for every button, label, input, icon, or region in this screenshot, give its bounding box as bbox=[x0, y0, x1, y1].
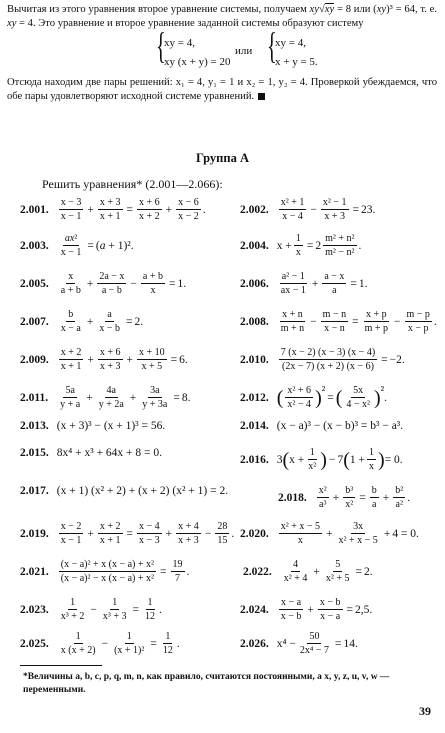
problem-2-021: 2.021. $\frac{\text{(x − a)² + x (x − a) + x²}}{\text{(x − a)² − x (x − a) + x²}}$ = $\frac{19}{7}$ . bbox=[20, 559, 190, 584]
problem-2-011: 2.011. $\frac{5a}{y + a}$ + $\frac{4a}{y + 2a}$ + $\frac{3a}{y + 3a}$ = 8. bbox=[20, 385, 191, 410]
group-title: Группа А bbox=[195, 151, 249, 165]
page-number: 39 bbox=[419, 704, 431, 718]
footnote-divider bbox=[20, 665, 102, 666]
problem-2-005: 2.005. $\frac{x}{a + b}$ + $\frac{2a - x}{a - b}$ − $\frac{a + b}{x}$ = 1. bbox=[20, 271, 187, 296]
problem-2-014: 2.014. (x − a)³ − (x − b)³ = b³ − a³. bbox=[240, 420, 404, 432]
problem-2-017: 2.017. (x + 1) (x² + 2) + (x + 2) (x² + 1) = 2. bbox=[20, 485, 229, 497]
problem-2-015: 2.015. 8x⁴ + x³ + 64x + 8 = 0. bbox=[20, 447, 163, 459]
problem-2-019: 2.019. $\frac{x - 2}{x - 1}$ + $\frac{x + 2}{x + 1}$ = $\frac{x - 4}{x - 3}$ + $\frac{x + 4}{x + 3}$ − $\frac{28}{15}$ . bbox=[20, 521, 235, 546]
problem-2-003: 2.003. $\frac{\text{ax²}}{x - 1}$ = (a + 1)². bbox=[20, 233, 134, 258]
problem-2-023: 2.023. $\frac{1}{\text{x³ + 2}}$ − $\frac{1}{\text{x³ + 3}}$ = $\frac{1}{12}$ . bbox=[20, 597, 162, 622]
problem-2-001: 2.001. $\frac{x - 3}{x - 1}$ + $\frac{x + 3}{x + 1}$ = $\frac{x + 6}{x + 2}$ + $\frac{x - 6}{x - 2}$ . bbox=[20, 197, 206, 222]
system-block bbox=[7, 32, 437, 76]
problem-2-012: 2.012. ( $\frac{\text{x² + 6}}{\text{x² − 4}}$ ) ² = ( $\frac{5x}{\text{4 − x²}}$ ) ² . bbox=[240, 385, 387, 410]
problem-2-007: 2.007. $\frac{b}{x - a}$ + $\frac{a}{x - b}$ = 2. bbox=[20, 309, 144, 334]
problem-2-013: 2.013. (x + 3)³ − (x + 1)³ = 56. bbox=[20, 420, 166, 432]
problem-2-026: 2.026. x⁴ − $\frac{50}{\text{2x⁴ − 7}}$ = 14. bbox=[240, 631, 358, 656]
problem-2-018: 2.018. $\frac{\text{x²}}{\text{a³}}$ + $\frac{\text{b³}}{\text{x²}}$ = $\frac{b}{a}$ + $\frac{\text{b²}}{\text{a²}}$ . bbox=[278, 485, 411, 510]
intro-paragraph-2: Отсюда находим две пары решений: x₁ = 4, y₁ = 1 и x₂ = 1, y₂ = 4. Проверкой убеждаемся, что обе пары удовлетворяют исходной системе уравнений. bbox=[7, 76, 437, 103]
problem-2-020: 2.020. $\frac{\text{x² + x − 5}}{x}$ + $\frac{3x}{\text{x² + x − 5}}$ + 4 = 0. bbox=[240, 521, 419, 546]
problem-2-010: 2.010. $\frac{7 (x - 2) (x - 3) (x - 4)}{(2x - 7) (x + 2) (x - 6)}$ = −2. bbox=[240, 347, 405, 372]
problem-2-006: 2.006. $\frac{\text{a² − 1}}{ax - 1}$ + $\frac{a - x}{a}$ = 1. bbox=[240, 271, 368, 296]
intro-text bbox=[7, 3, 437, 105]
task-heading: Решить уравнения* (2.001—2.066): bbox=[42, 177, 223, 191]
or-label: или bbox=[235, 44, 253, 57]
problem-2-009: 2.009. $\frac{x + 2}{x + 1}$ + $\frac{x + 6}{x + 3}$ + $\frac{x + 10}{x + 5}$ = 6. bbox=[20, 347, 188, 372]
problem-2-002: 2.002. $\frac{\text{x² + 1}}{x - 4}$ − $\frac{\text{x² − 1}}{x + 3}$ = 23. bbox=[240, 197, 376, 222]
intro-paragraph-1: Вычитая из этого уравнения второе уравнение системы, получаем xy√xy = 8 или (xy)³ = 64, т. е. xy = 4. Это уравнение и второе уравнение заданной системы образуют систему bbox=[7, 4, 437, 30]
system-2: { xy = 4, x + y = 5. bbox=[266, 34, 318, 72]
footnote: *Величины a, b, c, p, q, m, n, как правило, считаются постоянными, а x, y, z, u, v, w — переменными. bbox=[23, 672, 390, 695]
problem-2-016: 2.016. 3 ( x + $\frac{1}{\text{x²}}$ ) − 7 ( 1 + $\frac{1}{x}$ ) = 0. bbox=[240, 447, 403, 472]
problem-2-024: 2.024. $\frac{x - a}{x - b}$ + $\frac{x - b}{x - a}$ = 2,5. bbox=[240, 597, 373, 622]
system-1: { xy = 4, xy (x + y) = 20 bbox=[155, 34, 230, 72]
problem-2-022: 2.022. $\frac{4}{\text{x² + 4}}$ + $\frac{5}{\text{x² + 5}}$ = 2. bbox=[243, 559, 373, 584]
problem-2-004: 2.004. x + $\frac{1}{x}$ = 2 $\frac{\text{m² + n²}}{\text{m² − n²}}$ . bbox=[240, 233, 362, 258]
problem-2-025: 2.025. $\frac{1}{x (x + 2)}$ − $\frac{1}{\text{(x + 1)²}}$ = $\frac{1}{12}$ . bbox=[20, 631, 180, 656]
problem-2-008: 2.008. $\frac{x + n}{m + n}$ − $\frac{m - n}{x - n}$ = $\frac{x + p}{m + p}$ − $\frac{m - p}{x - p}$ . bbox=[240, 309, 437, 334]
end-of-proof-icon bbox=[258, 93, 265, 100]
